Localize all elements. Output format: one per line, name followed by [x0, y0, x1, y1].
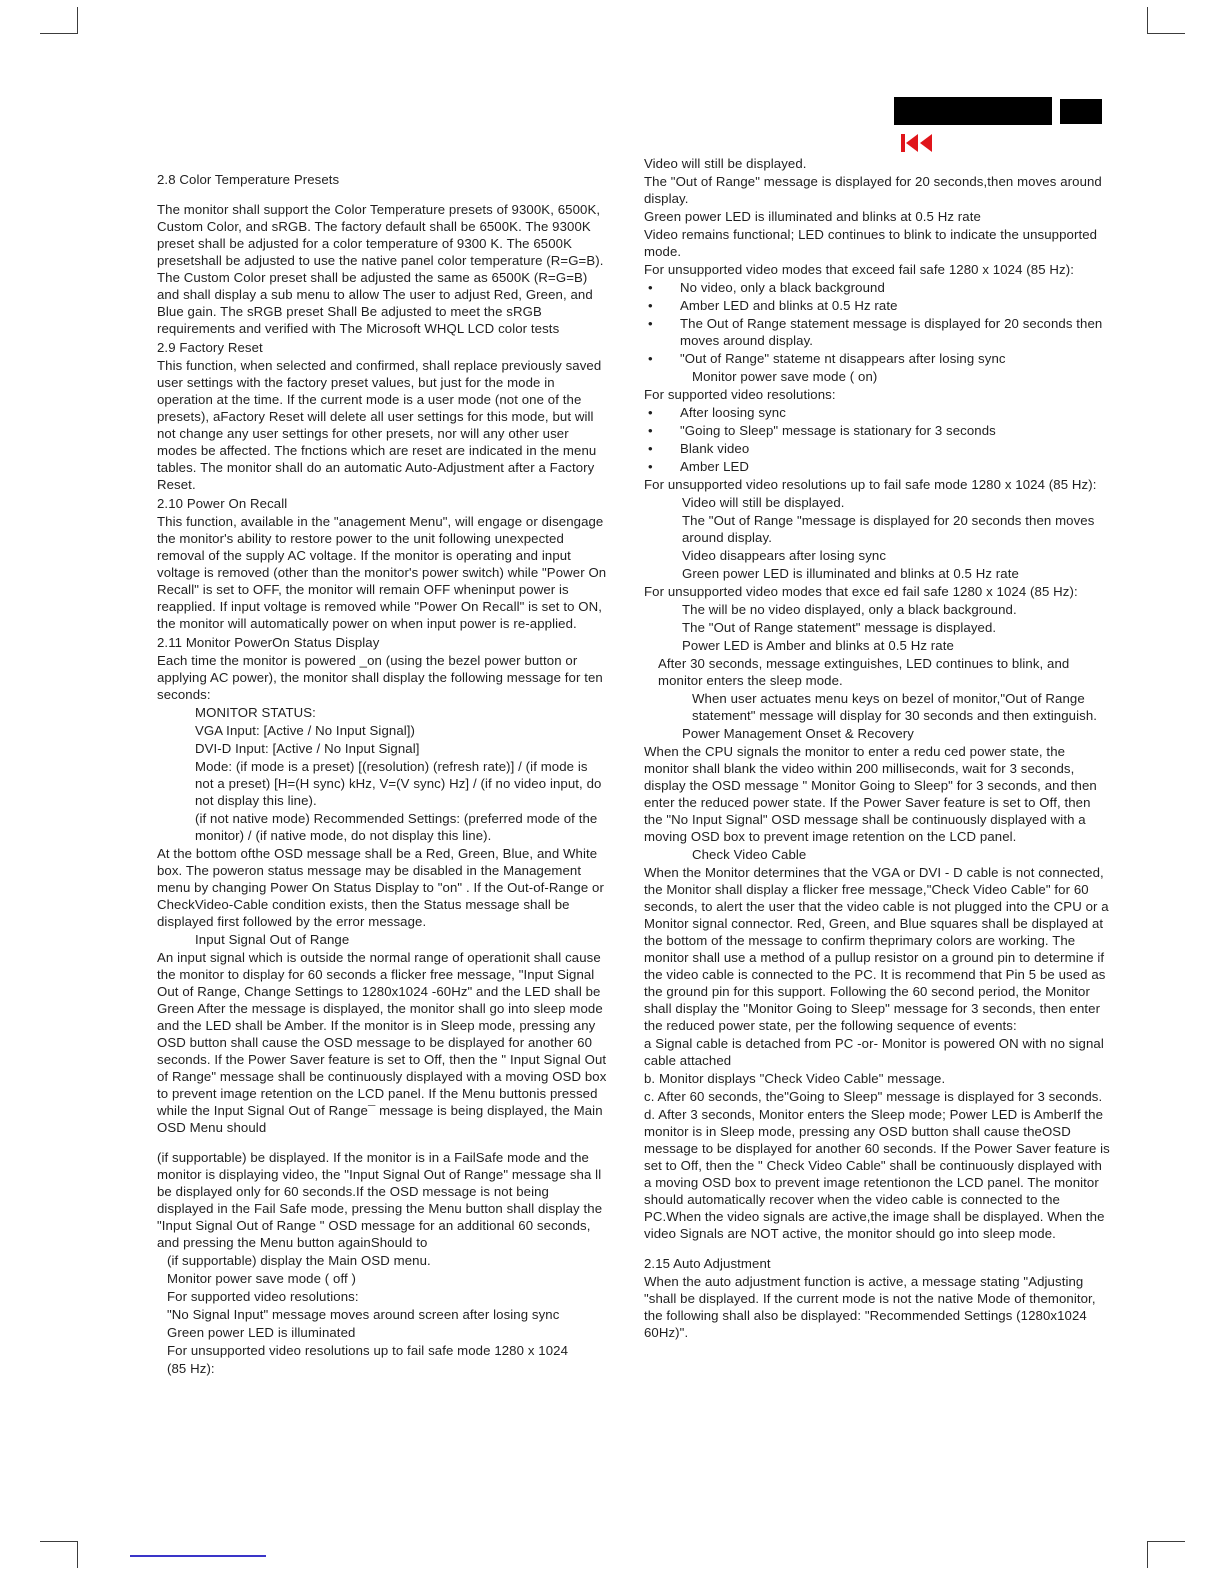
- indented-line: (if not native mode) Recommended Settings: (preferred mode of the monitor) / (if native mode, do not display this line).: [195, 811, 598, 843]
- redaction-bar-large: [894, 97, 1052, 125]
- text-line: For supported video resolutions:: [167, 1289, 359, 1304]
- paragraph: Video will still be displayed.: [644, 156, 807, 171]
- indented-line: MONITOR STATUS:: [195, 705, 316, 720]
- paragraph: b. Monitor displays "Check Video Cable" message.: [644, 1071, 946, 1086]
- redaction-bar-small: [1060, 99, 1102, 124]
- crop-mark-top-left: [40, 7, 78, 34]
- bullet-icon: •: [648, 405, 653, 420]
- indented-line: Power LED is Amber and blinks at 0.5 Hz rate: [682, 638, 954, 653]
- text-line: (if supportable) display the Main OSD menu.: [167, 1253, 431, 1268]
- crop-mark-top-right: [1147, 7, 1185, 34]
- bullet-icon: •: [648, 298, 653, 313]
- bullet-item: [644, 458, 1112, 475]
- section-heading: 2.10 Power On Recall: [157, 496, 288, 511]
- bullet-text: Amber LED and blinks at 0.5 Hz rate: [680, 298, 898, 313]
- indented-line: Video disappears after losing sync: [682, 548, 887, 563]
- bullet-text: No video, only a black background: [680, 280, 885, 295]
- crop-mark-bottom-left: [40, 1541, 78, 1568]
- paragraph: At the bottom ofthe OSD message shall be a Red, Green, Blue, and White box. The poweron status message may be disabled in the Management menu by changing Power On Status Display to "on" . If the Out-of-Range or CheckVideo-Cable condition exists, then the Status message shall be displayed first followed by the error message.: [157, 846, 604, 929]
- indented-line: The "Out of Range "message is displayed for 20 seconds then moves around display.: [682, 513, 1095, 545]
- text-line: (85 Hz):: [167, 1361, 215, 1376]
- bullet-item: [644, 297, 1112, 314]
- paragraph: An input signal which is outside the normal range of operationit shall cause the monitor to display for 60 seconds a flicker free message, "Input Signal Out of Range, Change Settings to 1280x1024 -60Hz" and the LED shall be Green After the message is displayed, the monitor shall go into sleep mode and the LED shall be Amber. If the monitor is in Sleep mode, pressing any OSD button shall cause the OSD message to be displayed for another 60 seconds. If the Power Saver feature is set to Off, then the " Input Signal Out of Range" message shall be continuously displayed with a moving OSD box to prevent image retention on the LCD panel. If the Menu buttonis pressed while the Input Signal Out of Range¯ message is being displayed, the Main OSD Menu should: [157, 950, 607, 1135]
- paragraph: Green power LED is illuminated and blinks at 0.5 Hz rate: [644, 209, 981, 224]
- paragraph: When the CPU signals the monitor to enter a redu ced power state, the monitor shall blank the video within 200 milliseconds, wait for 3 seconds, display the OSD message " Monitor Going to Sleep" for 3 seconds, and then enter the reduced power state. If the Power Saver feature is set to Off, then the "No Input Signal" OSD message shall be continuously displayed with a moving OSD box to prevent image retention on the LCD panel.: [644, 744, 1097, 844]
- right-column: [644, 154, 1112, 1341]
- indented-line: Video will still be displayed.: [682, 495, 845, 510]
- paragraph: The monitor shall support the Color Temperature presets of 9300K, 6500K, Custom Color, and sRGB. The factory default shall be 6500K. The 9300K preset shall be adjusted for a color temperature of 9300 K. The 6500K presetshall be adjusted to use the native panel color temperature (R=G=B). The Custom Color preset shall be adjusted the same as 6500K (R=G=B) and shall display a sub menu to allow The user to adjust Red, Green, and Blue gain. The sRGB preset Shall Be adjusted to meet the sRGB requirements and verified with The Microsoft WHQL LCD color tests: [157, 202, 604, 336]
- indented-line-deep: Monitor power save mode ( on): [692, 369, 878, 384]
- indented-line: The "Out of Range statement" message is displayed.: [682, 620, 997, 635]
- bullet-item: [644, 440, 1112, 457]
- bullet-text: After loosing sync: [680, 405, 786, 420]
- indented-line-deep: Check Video Cable: [692, 847, 807, 862]
- bullet-text: "Going to Sleep" message is stationary for 3 seconds: [680, 423, 996, 438]
- section-heading: 2.11 Monitor PowerOn Status Display: [157, 635, 380, 650]
- bullet-text: Amber LED: [680, 459, 750, 474]
- section-heading: 2.8 Color Temperature Presets: [157, 172, 340, 187]
- paragraph: For unsupported video modes that exceed fail safe 1280 x 1024 (85 Hz):: [644, 262, 1074, 277]
- indented-line: DVI-D Input: [Active / No Input Signal]: [195, 741, 420, 756]
- bullet-icon: •: [648, 316, 653, 331]
- paragraph: (if supportable) be displayed. If the monitor is in a FailSafe mode and the monitor is displaying video, the "Input Signal Out of Range" message sha ll be displayed only for 60 seconds.If the OSD message is not being displayed in the Fail Safe mode, pressing the Menu button shall display the "Input Signal Out of Range " OSD message for an additional 60 seconds, and pressing the Menu button againShould to: [157, 1150, 603, 1250]
- footer-link-line[interactable]: [130, 1555, 266, 1559]
- bullet-text: Blank video: [680, 441, 750, 456]
- indented-line: The will be no video displayed, only a black background.: [682, 602, 1017, 617]
- skip-back-icon[interactable]: [901, 131, 933, 155]
- indented-line: Power Management Onset & Recovery: [682, 726, 914, 741]
- bullet-text: "Out of Range" stateme nt disappears after losing sync: [680, 351, 1006, 366]
- paragraph: When the auto adjustment function is active, a message stating "Adjusting "shall be displayed. If the current mode is not the native Mode of themonitor, the following shall also be displayed: "Recommended Settings (1280x1024 60Hz)".: [644, 1274, 1096, 1340]
- left-column: [157, 169, 609, 1377]
- paragraph: This function, when selected and confirmed, shall replace previously saved user settings with the factory preset values, but just for the mode in operation at the time. If the current mode is a user mode (not one of the presets), aFactory Reset will delete all user settings for this mode, but will not change any user settings for other presets, nor will any other user modes be affected. The fnctions which are reset are indicated in the menu tables. The monitor shall do an automatic Auto-Adjustment after a Factory Reset.: [157, 358, 602, 492]
- indented-line-small: After 30 seconds, message extinguishes, LED continues to blink, and monitor enters the sleep mode.: [658, 656, 1070, 688]
- text-line: For unsupported video resolutions up to fail safe mode 1280 x 1024: [167, 1343, 569, 1358]
- paragraph: When the Monitor determines that the VGA or DVI - D cable is not connected, the Monitor shall display a flicker free message,"Check Video Cable" for 60 seconds, to alert the user that the video cable is not plugged into the CPU or a Monitor signal connector. Red, Green, and Blue squares shall be displayed at the bottom of the message to confirm theprimary colors are working. The monitor shall use a method of a pullup resistor on a ground pin to determine if the video cable is connected to the PC. It is recommend that Pin 5 be used as the ground pin for this support. Following the 60 second period, the Monitor shall display the "Monitor Going to Sleep" message for 3 seconds, then enter the reduced power state, per the following sequence of events:: [644, 865, 1109, 1033]
- text-line: Green power LED is illuminated: [167, 1325, 356, 1340]
- indented-line: Mode: (if mode is a preset) [(resolution) (refresh rate)] / (if mode is not a preset) [H=(H sync) kHz, V=(V sync) Hz] / (if no video input, do not display this line).: [195, 759, 602, 808]
- bullet-item: [644, 404, 1112, 421]
- paragraph: For unsupported video modes that exce ed fail safe 1280 x 1024 (85 Hz):: [644, 584, 1078, 599]
- indented-line: Input Signal Out of Range: [195, 932, 350, 947]
- bullet-item: [644, 279, 1112, 296]
- indented-line: Green power LED is illuminated and blinks at 0.5 Hz rate: [682, 566, 1019, 581]
- bullet-icon: •: [648, 459, 653, 474]
- bullet-icon: •: [648, 280, 653, 295]
- paragraph: d. After 3 seconds, Monitor enters the Sleep mode; Power LED is AmberIf the monitor is in Sleep mode, pressing any OSD button shall cause theOSD message to be displayed for another 60 seconds. If the Power Saver feature is set to Off, then the " Check Video Cable" shall be continuously displayed with a moving OSD box to prevent image retentionon the LCD panel. The monitor should automatically recover when the video cable is connected to the PC.When the video signals are active,the image shall be displayed. When the video Signals are NOT active, the monitor should go into sleep mode.: [644, 1107, 1110, 1241]
- bullet-item: [644, 350, 1112, 367]
- paragraph: Video remains functional; LED continues to blink to indicate the unsupported mode.: [644, 227, 1098, 259]
- paragraph: a Signal cable is detached from PC -or- Monitor is powered ON with no signal cable attached: [644, 1036, 1104, 1068]
- bullet-icon: •: [648, 351, 653, 366]
- bullet-icon: •: [648, 441, 653, 456]
- text-line: "No Signal Input" message moves around screen after losing sync: [167, 1307, 560, 1322]
- section-heading: 2.15 Auto Adjustment: [644, 1256, 771, 1271]
- paragraph: c. After 60 seconds, the"Going to Sleep" message is displayed for 3 seconds.: [644, 1089, 1103, 1104]
- crop-mark-bottom-right: [1147, 1541, 1185, 1568]
- paragraph: For unsupported video resolutions up to fail safe mode 1280 x 1024 (85 Hz):: [644, 477, 1097, 492]
- indented-line-deep: When user actuates menu keys on bezel of monitor,"Out of Range statement" message will display for 30 seconds and then extinguish.: [692, 691, 1098, 723]
- paragraph: Each time the monitor is powered _on (using the bezel power button or applying AC power), the monitor shall display the following message for ten seconds:: [157, 653, 603, 702]
- bullet-item: [644, 422, 1112, 439]
- section-heading: 2.9 Factory Reset: [157, 340, 263, 355]
- text-line: Monitor power save mode ( off ): [167, 1271, 357, 1286]
- indented-line: VGA Input: [Active / No Input Signal]): [195, 723, 416, 738]
- paragraph: The "Out of Range" message is displayed for 20 seconds,then moves around display.: [644, 174, 1102, 206]
- paragraph: For supported video resolutions:: [644, 387, 836, 402]
- bullet-icon: •: [648, 423, 653, 438]
- bullet-item: [644, 315, 1112, 349]
- paragraph: This function, available in the "anagement Menu", will engage or disengage the monitor's ability to restore power to the unit following unexpected removal of the supply AC voltage. If the monitor is operating and input voltage is removed (other than the monitor's power switch) while "Power On Recall" is set to OFF, the monitor will remain OFF wheninput power is reapplied. If input voltage is removed while "Power On Recall" is set to ON, the monitor will automatically power on when input power is re-applied.: [157, 514, 607, 631]
- bullet-text: The Out of Range statement message is displayed for 20 seconds then moves around display.: [680, 316, 1103, 348]
